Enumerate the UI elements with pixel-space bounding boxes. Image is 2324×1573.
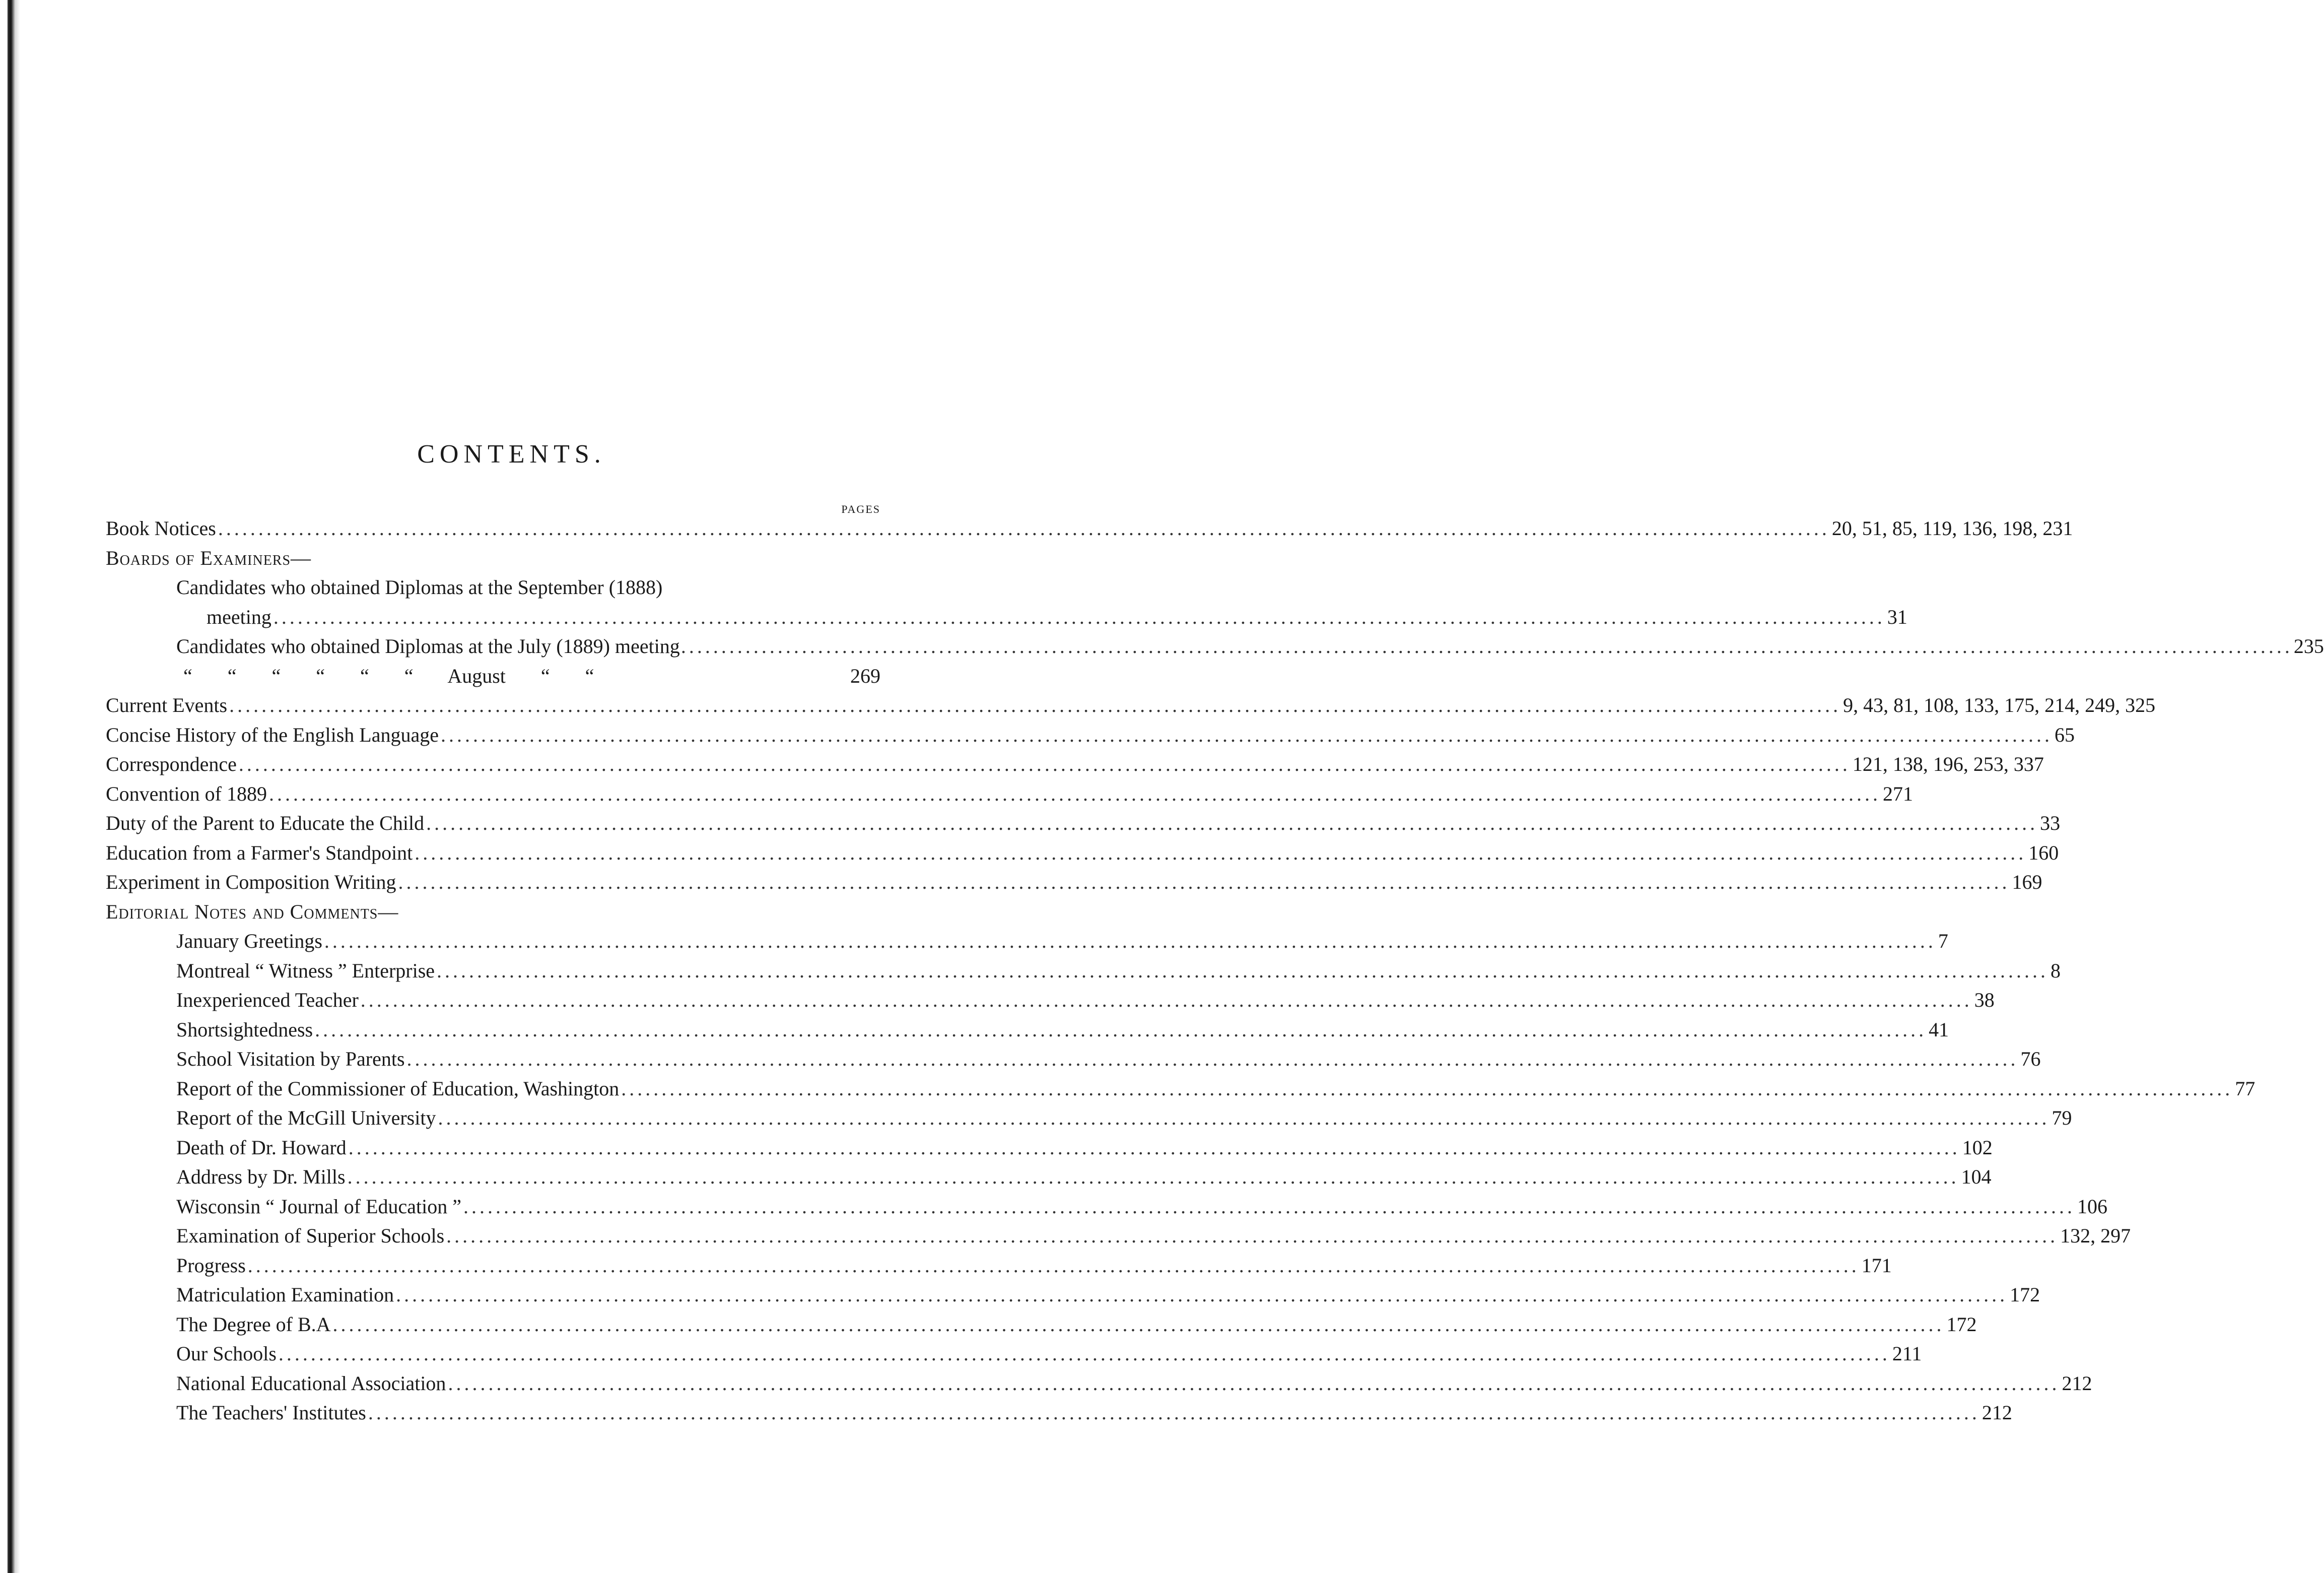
entry-pages: 65 <box>2054 723 2075 746</box>
entry-title: The Degree of B.A <box>176 1313 331 1336</box>
dot-leader <box>274 603 1885 632</box>
entry-title: Matriculation Examination <box>176 1283 394 1306</box>
dot-leader <box>315 1015 1927 1045</box>
dot-leader <box>441 720 2053 750</box>
entry-pages: 8 <box>2050 959 2061 982</box>
dot-leader <box>681 632 2293 662</box>
dot-leader <box>279 1339 1890 1369</box>
entry-title: Examination of Superior Schools <box>176 1224 445 1247</box>
toc-entry <box>106 779 1913 809</box>
entry-title: Current Events <box>106 694 228 716</box>
toc-entry <box>106 1310 1977 1340</box>
page-binding-edge <box>0 0 30 1573</box>
entry-pages: 169 <box>2012 871 2042 893</box>
entry-pages: 172 <box>1946 1313 1977 1336</box>
entry-pages: 160 <box>2028 841 2059 864</box>
entry-title: Progress <box>176 1254 246 1277</box>
toc-entry <box>106 1339 1922 1369</box>
toc-entry <box>106 632 2324 662</box>
entry-title: Education from a Farmer's Standpoint <box>106 841 413 864</box>
toc-entry <box>106 1103 2072 1133</box>
entry-title: Report of the Commissioner of Education, Washington <box>176 1077 620 1100</box>
entry-title: Convention of 1889 <box>106 782 267 805</box>
dot-leader <box>218 514 1830 544</box>
entry-pages: 33 <box>2040 812 2061 834</box>
dot-leader <box>324 927 1936 956</box>
pages-column-header: PAGES <box>841 503 880 515</box>
entry-pages: 77 <box>2235 1077 2255 1100</box>
entry-pages: 235 <box>2293 635 2324 658</box>
entry-title: Book Notices <box>106 517 216 540</box>
table-of-contents <box>106 514 2324 1428</box>
toc-section-heading <box>106 897 880 927</box>
toc-entry <box>106 1192 2108 1222</box>
dot-leader <box>438 1103 2049 1133</box>
toc-entry <box>106 514 2073 544</box>
entry-title: School Visitation by Parents <box>176 1047 405 1070</box>
entry-title: Montreal “ Witness ” Enterprise <box>176 959 435 982</box>
dot-leader <box>426 809 2038 838</box>
toc-entry <box>106 1280 2040 1310</box>
dot-leader <box>407 1044 2019 1074</box>
dot-leader <box>621 1074 2233 1104</box>
toc-entry <box>106 1133 1993 1163</box>
dot-leader <box>348 1162 1959 1192</box>
entry-title: meeting <box>207 605 271 628</box>
dot-leader <box>446 1221 2058 1251</box>
entry-title: Duty of the Parent to Educate the Child <box>106 812 425 834</box>
toc-entry <box>106 603 1907 632</box>
entry-title: Candidates who obtained Diplomas at the July (1889) meeting <box>176 635 680 658</box>
section-title: Editorial Notes and Comments— <box>106 900 399 923</box>
entry-title: Death of Dr. Howard <box>176 1136 347 1159</box>
dot-leader <box>361 986 1972 1015</box>
dot-leader <box>269 779 1881 809</box>
entry-title: January Greetings <box>176 930 322 952</box>
entry-title: Inexperienced Teacher <box>176 989 359 1011</box>
section-title: Boards of Examiners— <box>106 546 312 569</box>
dot-leader <box>349 1133 1960 1163</box>
entry-title: Candidates who obtained Diplomas at the September (1888) <box>176 576 663 599</box>
toc-entry <box>106 573 880 603</box>
dot-leader <box>398 868 2010 897</box>
dot-leader <box>415 838 2026 868</box>
entry-title: Our Schools <box>176 1342 277 1365</box>
entry-pages: 212 <box>2062 1371 2092 1395</box>
dot-leader <box>248 1251 1860 1281</box>
entry-pages: 171 <box>1861 1254 1892 1277</box>
dot-leader <box>396 1280 2008 1310</box>
dot-leader <box>448 1369 2060 1399</box>
toc-entry <box>106 1369 2092 1399</box>
entry-pages: 38 <box>1974 989 1995 1011</box>
entry-pages: 31 <box>1887 605 1907 628</box>
dot-leader <box>333 1310 1945 1340</box>
entry-pages: 212 <box>1981 1401 2012 1424</box>
entry-pages: 7 <box>1938 930 1948 952</box>
toc-entry <box>106 1044 2041 1074</box>
dot-leader <box>368 1398 1980 1428</box>
toc-entry <box>106 956 2061 986</box>
entry-title: Experiment in Composition Writing <box>106 871 396 893</box>
toc-entry <box>106 927 1948 956</box>
page-title: CONTENTS. <box>417 440 606 469</box>
toc-entry <box>106 750 2044 779</box>
entry-pages: 20, 51, 85, 119, 136, 198, 231 <box>1831 517 2073 540</box>
entry-pages: 76 <box>2020 1047 2041 1070</box>
entry-title: The Teachers' Institutes <box>176 1401 366 1424</box>
toc-entry <box>106 1398 2012 1428</box>
entry-pages: 271 <box>1882 782 1913 805</box>
entry-pages: 132, 297 <box>2060 1224 2131 1247</box>
ditto-marks: “ “ “ “ “ “ August “ “ <box>183 664 594 687</box>
entry-title: Wisconsin “ Journal of Education ” <box>176 1195 462 1218</box>
toc-entry <box>106 809 2061 838</box>
toc-entry <box>106 1251 1892 1281</box>
entry-pages: 172 <box>2010 1283 2040 1306</box>
toc-entry <box>106 1074 2255 1104</box>
entry-pages: 104 <box>1961 1165 1992 1188</box>
dot-leader <box>463 1192 2075 1222</box>
entry-title: Correspondence <box>106 753 237 775</box>
dot-leader <box>229 691 1841 720</box>
entry-pages: 106 <box>2077 1195 2108 1218</box>
toc-entry <box>106 691 2156 720</box>
toc-entry <box>106 986 1995 1015</box>
entry-pages: 269 <box>850 664 880 687</box>
entry-pages: 41 <box>1929 1018 1949 1041</box>
toc-entry <box>106 1015 1949 1045</box>
toc-entry <box>106 838 2059 868</box>
toc-section-heading <box>106 544 880 573</box>
toc-entry <box>106 720 2075 750</box>
entry-pages: 121, 138, 196, 253, 337 <box>1852 753 2044 775</box>
dot-leader <box>437 956 2048 986</box>
entry-pages: 79 <box>2052 1106 2072 1129</box>
entry-title: Address by Dr. Mills <box>176 1165 346 1188</box>
toc-entry <box>106 868 2042 897</box>
entry-pages: 9, 43, 81, 108, 133, 175, 214, 249, 325 <box>1843 694 2156 716</box>
toc-entry-ditto <box>106 662 880 691</box>
entry-title: Shortsightedness <box>176 1018 313 1041</box>
entry-pages: 211 <box>1892 1342 1922 1365</box>
toc-entry <box>106 1221 2131 1251</box>
entry-title: Concise History of the English Language <box>106 723 439 746</box>
toc-entry <box>106 1162 1992 1192</box>
entry-title: Report of the McGill University <box>176 1106 436 1129</box>
dot-leader <box>239 750 1851 779</box>
entry-pages: 102 <box>1962 1136 1993 1159</box>
entry-title: National Educational Association <box>176 1371 446 1395</box>
